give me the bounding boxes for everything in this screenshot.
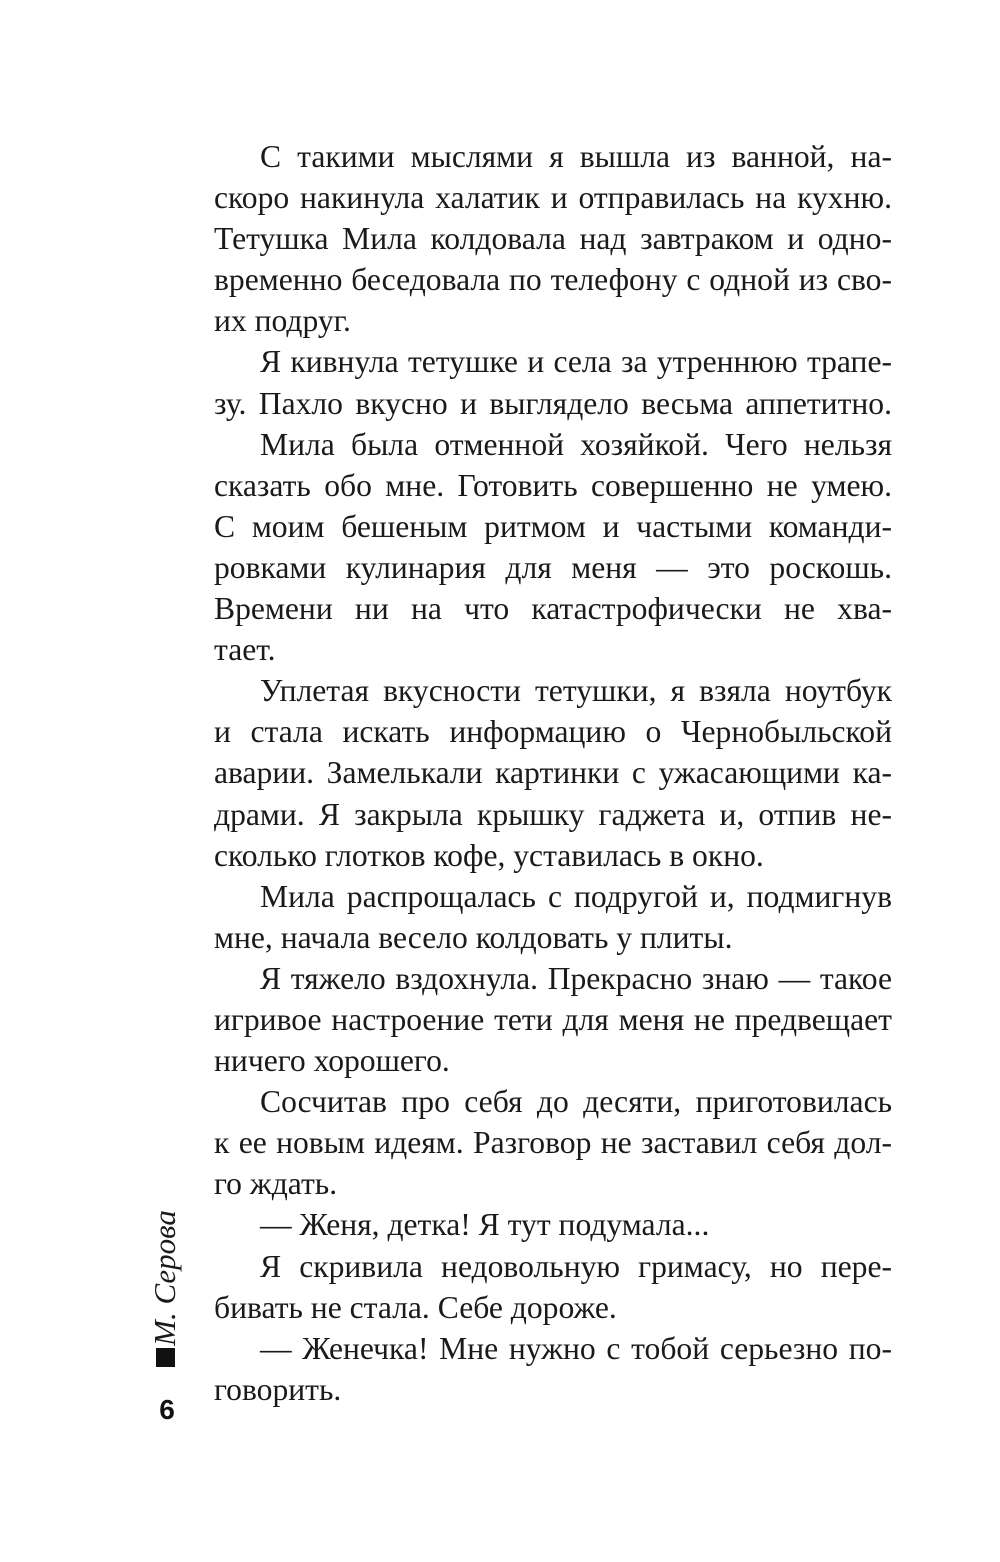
text-line: говорить. (214, 1371, 342, 1407)
paragraph (214, 136, 892, 341)
text-line: ничего хорошего. (214, 1043, 450, 1079)
paragraph (214, 670, 892, 875)
text-line: сказать обо мне. Готовить совершенно не умею. (214, 467, 892, 503)
text-line: — Женя, детка! Я тут подумала... (260, 1207, 710, 1243)
paragraph (214, 958, 892, 1081)
text-line: Я скривила недовольную гримасу, но пере- (260, 1248, 892, 1284)
text-line: Сосчитав про себя до десяти, приготовилась (260, 1084, 892, 1120)
text-line: Я тяжело вздохнула. Прекрасно знаю — такое (260, 960, 892, 996)
text-line: их подруг. (214, 303, 351, 339)
text-line: скоро накинула халатик и отправилась на кухню. (214, 180, 892, 216)
text-line: зу. Пахло вкусно и выглядело весьма аппетитно. (214, 385, 892, 421)
page-number: 6 (159, 1394, 175, 1425)
running-head-text: М. Серова (147, 1210, 182, 1346)
text-line: Я кивнула тетушке и села за утреннюю трапе- (260, 344, 892, 380)
paragraph (214, 876, 892, 958)
text-line: и стала искать информацию о Чернобыльской (214, 714, 892, 750)
text-line: Мила была отменной хозяйкой. Чего нельзя (260, 426, 892, 462)
paragraph (214, 1328, 892, 1410)
text-line: Мила распрощалась с подругой и, подмигнув (260, 878, 892, 914)
square-bullet-icon (156, 1348, 175, 1367)
text-line: Времени ни на что катастрофически не хва- (214, 591, 892, 627)
text-line: драми. Я закрыла крышку гаджета и, отпив не- (214, 796, 892, 832)
text-line: С моим бешеным ритмом и частыми команди- (214, 508, 892, 544)
paragraph (214, 1246, 892, 1328)
text-line: сколько глотков кофе, уставилась в окно. (214, 837, 764, 873)
text-line: тает. (214, 632, 276, 668)
text-line: временно беседовала по телефону с одной из сво- (214, 262, 892, 298)
paragraph (214, 1204, 892, 1245)
text-line: Тетушка Мила колдовала над завтраком и одно- (214, 221, 892, 257)
text-line: го ждать. (214, 1166, 338, 1202)
text-line: — Женечка! Мне нужно с тобой серьезно по- (260, 1330, 892, 1366)
text-line: Уплетая вкусности тетушки, я взяла ноутбук (260, 673, 892, 709)
paragraph (214, 341, 892, 423)
text-line: ровками кулинария для меня — это роскошь. (214, 549, 892, 585)
paragraph (214, 1081, 892, 1204)
running-head-author (142, 1208, 188, 1348)
text-line: аварии. Замелькали картинки с ужасающими ка- (214, 755, 892, 791)
paragraph (214, 424, 892, 671)
body-text (214, 136, 892, 1410)
text-line: игривое настроение тети для меня не предвещает (214, 1001, 892, 1037)
text-line: бивать не стала. Себе дороже. (214, 1289, 617, 1325)
text-line: С такими мыслями я вышла из ванной, на- (260, 139, 892, 174)
text-line: к ее новым идеям. Разговор не заставил себя дол- (214, 1125, 892, 1161)
text-line: мне, начала весело колдовать у плиты. (214, 919, 733, 955)
